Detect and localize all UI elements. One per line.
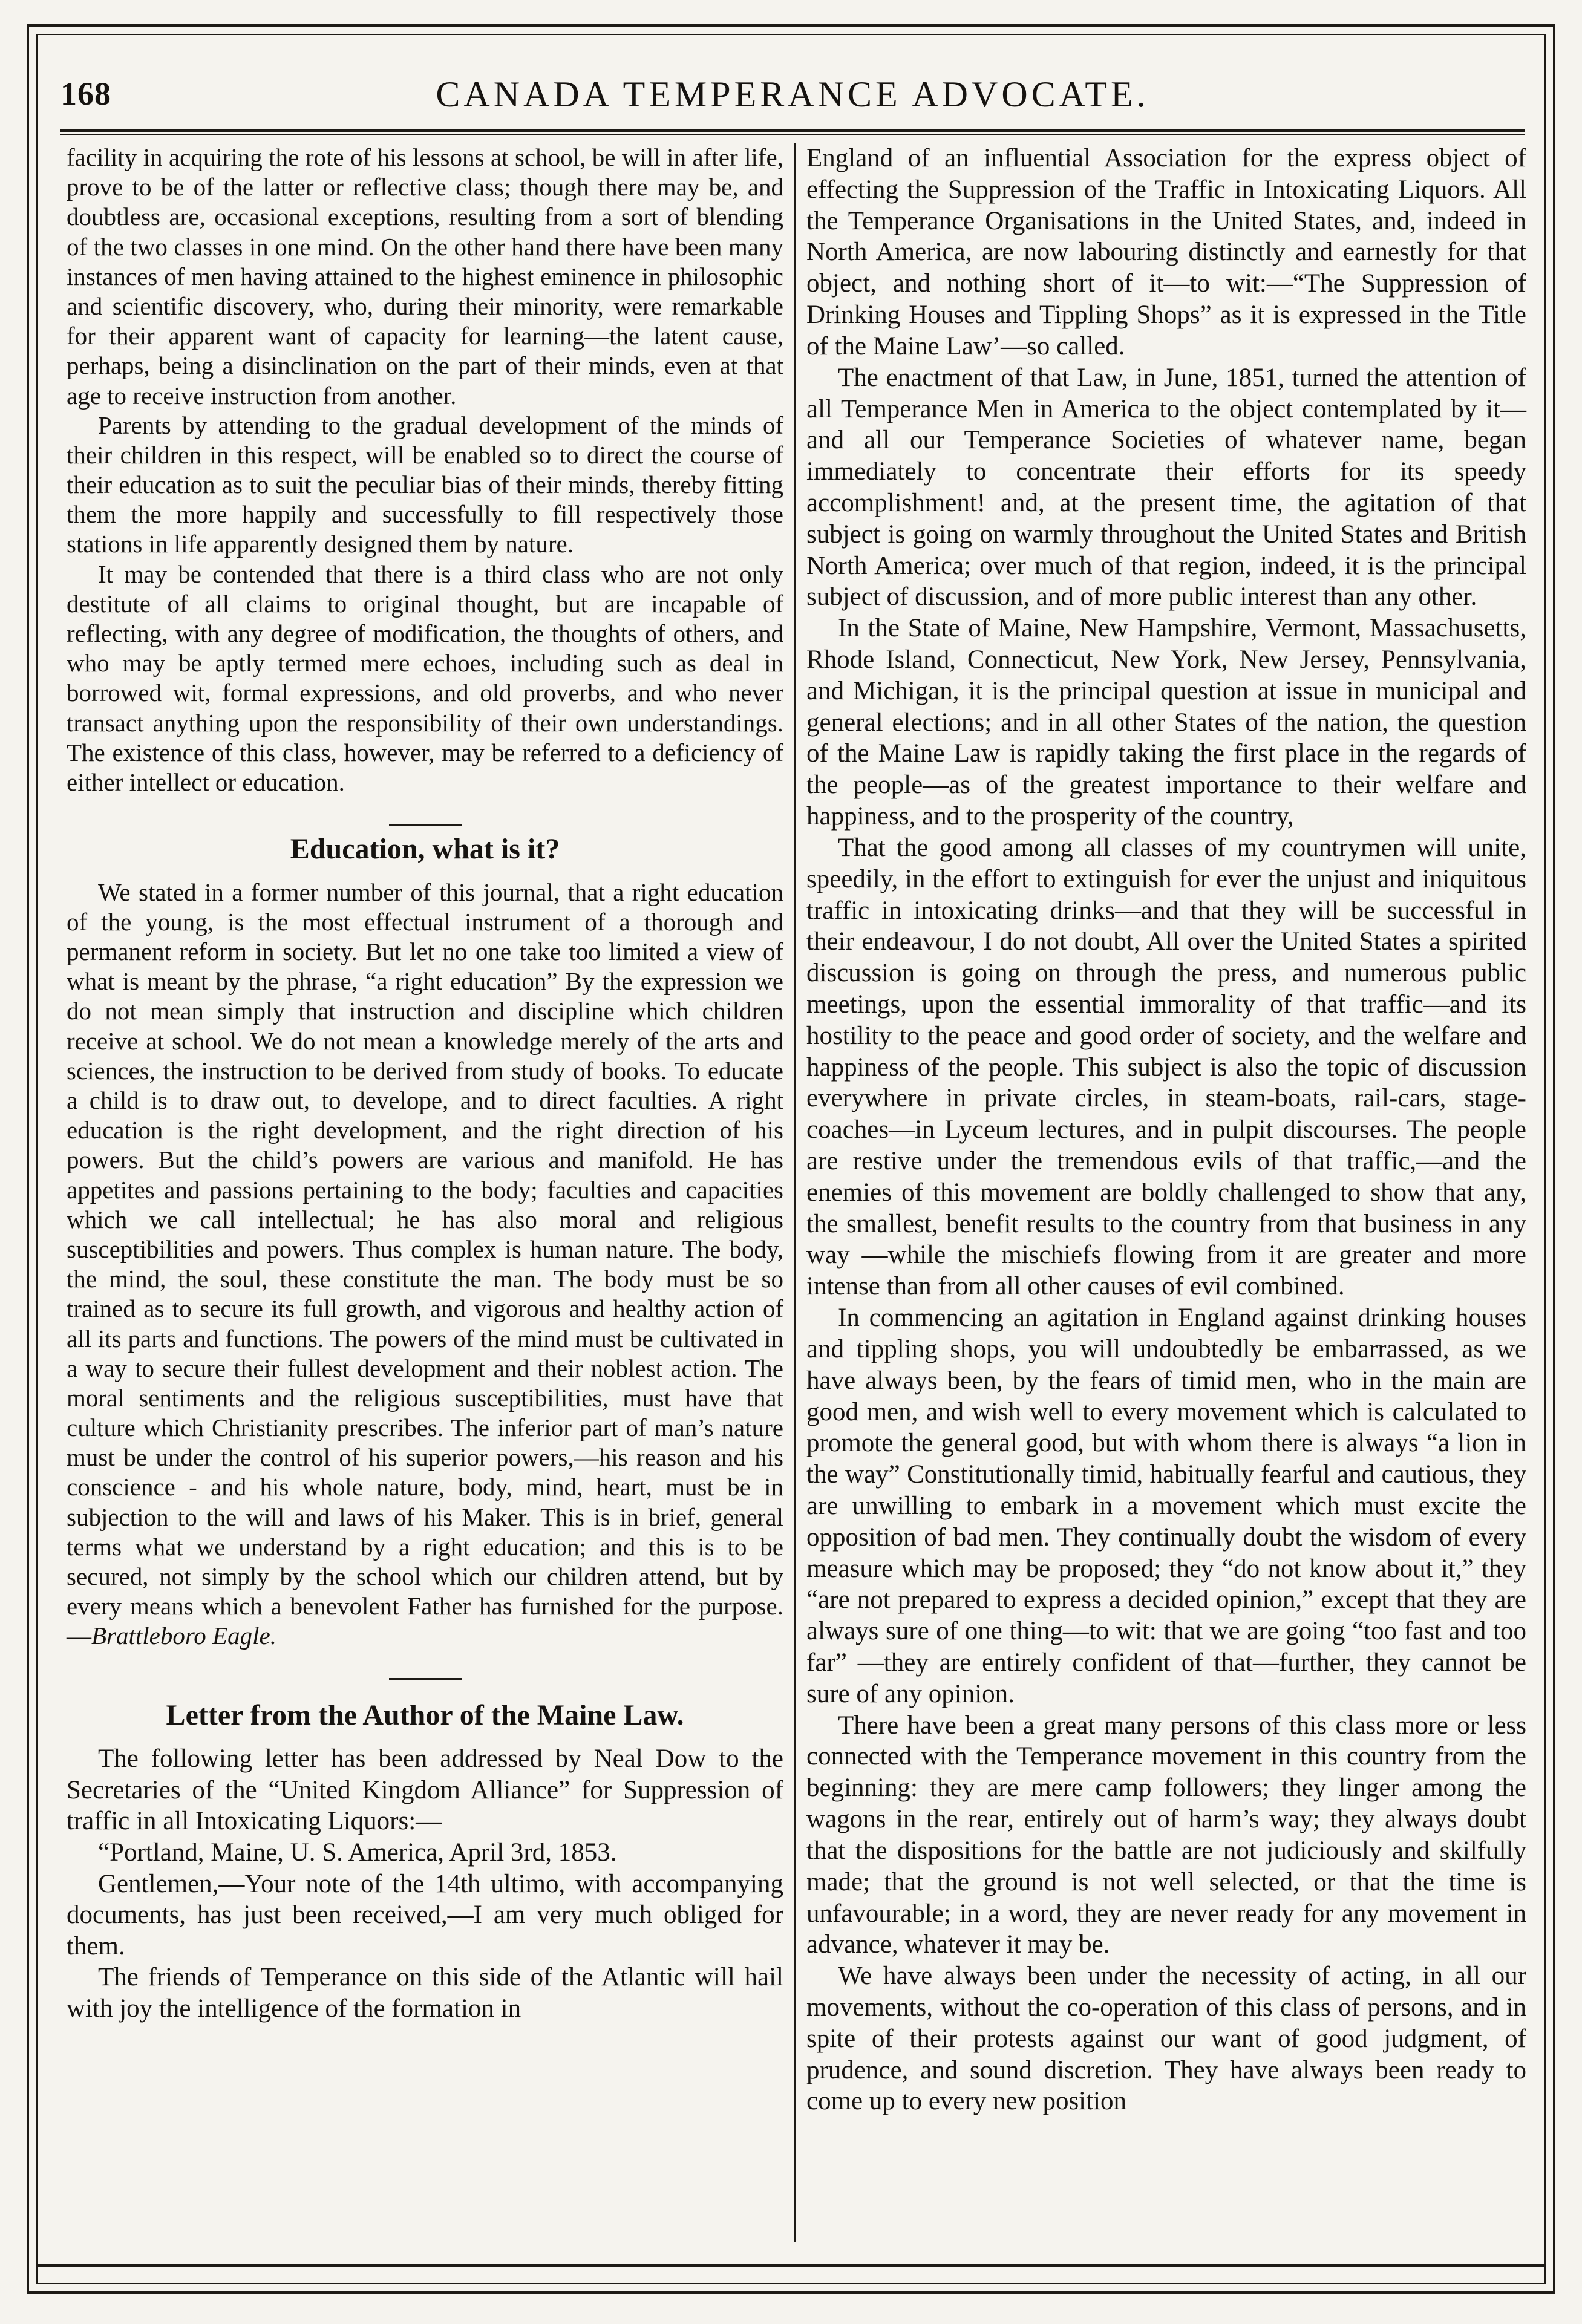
letter-dateline: “Portland, Maine, U. S. America, April 3rd, 1853. (98, 1838, 617, 1867)
letter-paragraph: We have always been under the necessity of acting, in all our movements, without the co-operation of this class of persons, and in spite of their protests against our want of good judgment, of prudence, and sound discretion. They have always been ready to come up to every new position (806, 1962, 1526, 2116)
page-number: 168 (60, 76, 111, 112)
section-divider (389, 1678, 462, 1680)
letter-paragraph: There have been a great many persons of this class more or less connected with the Temperance movement in this country from the beginning: they are mere camp followers; they linger among the wagons in the rear, entirely out of harm’s way; they always doubt that the dispositions for the battle are not judiciously and skilfully made; that the ground is not well selected, or that the time is unfavourable; in a word, they are never ready for any movement in advance, whatever it may be. (806, 1711, 1526, 1959)
letter-intro: The following letter has been addressed by Neal Dow to the Secretaries of the “United Kingdom Alliance” for Suppression of traffic in all Intoxicating Liquors:— (67, 1745, 783, 1836)
letter-paragraph: That the good among all classes of my countrymen will unite, speedily, in the effort to extinguish for ever the unjust and iniquitous traffic in intoxicating drinks—and that they will be successful in their endeavour, I do not doubt, All over the United States a spirited discussion is going on through the press, and numerous public meetings, upon the essential immorality of that traffic—and its hostility to the peace and good order of society, and the welfare and happiness of the people. This subject is also the topic of discussion everywhere in private circles, in steam-boats, rail-cars, stage-coaches—in Lyceum lectures, and in pulpit discourses. The people are restive under the tremendous evils of that traffic,—and the enemies of this movement are boldly challenged to show that any, the smallest, benefit results to the country from that business in any way —while the mischiefs flowing from it are greater and more intense than from all other causes of evil combined. (806, 833, 1526, 1301)
section-divider (389, 824, 462, 826)
header-rule (60, 129, 1525, 132)
letter-salutation: Gentlemen,—Your note of the 14th ultimo, with accompanying documents, has just been received,—I am very much obliged for them. (67, 1869, 783, 1960)
education-heading: Education, what is it? (290, 833, 560, 866)
article-paragraph: Parents by attending to the gradual development of the minds of their children in this respect, will be enabled so to direct the course of their education as to suit the peculiar bias of their minds, thereby fitting them the more happily and successfully to fill respectively those stations in life apparently designed them by nature. (67, 411, 783, 558)
page-header (60, 71, 1525, 126)
letter-paragraph: England of an influential Association for the express object of effecting the Suppression of the Traffic in Intoxicating Liquors. All the Temperance Organisations in the United States, and, indeed in North America, are now labouring distinctly and earnestly for that object, and nothing short of it—to wit:—“The Suppression of Drinking Houses and Tippling Shops” as it is expressed in the Title of the Maine Law’—so called. (806, 144, 1526, 361)
letter-paragraph: In commencing an agitation in England against drinking houses and tippling shops, you will undoubtedly be embarrassed, as we have always been, by the fears of timid men, who in the main are good men, and wish well to every movement which is calculated to promote the general good, but with whom there is always “a lion in the way” Constitutionally timid, habitually fearful and cautious, they are unwilling to embark in a movement which must excite the opposition of bad men. They continually doubt the wisdom of every measure which may be proposed; they “do not know about it,” they “are not prepared to express a decided opinion,” except that they are always sure of one thing—to wit: that we are going “too fast and too far” —they are entirely confident of that—further, they cannot be sure of any opinion. (806, 1304, 1526, 1708)
right-column (806, 143, 1526, 2254)
article-paragraph: It may be contended that there is a third class who are not only destitute of all claims to original thought, but are incapable of reflecting, with any degree of modification, the thoughts of others, and who may be aptly termed mere echoes, including such as deal in borrowed wit, formal expressions, and old proverbs, and who never transact anything upon the responsibility of their own understandings. The existence of this class, however, may be referred to a deficiency of either intellect or education. (67, 560, 783, 796)
left-column (67, 143, 783, 2254)
education-source: Brattleboro Eagle. (91, 1622, 276, 1650)
header-rule-thin (60, 134, 1525, 135)
letter-heading: Letter from the Author of the Maine Law. (166, 1699, 684, 1731)
education-text: We stated in a former number of this journal, that a right education of the young, is the most effectual instrument of a thorough and permanent reform in society. But let no one take too limited a view of what is meant by the phrase, “a right education” By the expression we do not mean simply that instruction and discipline which children receive at school. We do not mean a knowledge merely of the arts and sciences, the instruction to be derived from study of books. To educate a child is to draw out, to develope, and to direct faculties. A right education is the right development, and the right direction of his powers. But the child’s powers are various and manifold. He has appetites and passions pertaining to the body; faculties and capacities which we call intellectual; he has also moral and religious susceptibilities and powers. Thus complex is human nature. The body, the mind, the soul, these constitute the man. The body must be so trained as to secure its full growth, and vigorous and healthy action of all its parts and functions. The powers of the mind must be cultivated in a way to secure their fullest development and their noblest action. The moral sentiments and the religious susceptibilities, must have that culture which Christianity prescribes. The inferior part of man’s nature must be under the control of his superior powers,—his reason and his conscience - and his whole nature, body, mind, heart, must be in subjection to the will and laws of his Maker. This is in brief, general terms what we understand by a right education; and this is to be secured, not simply by the school which our children attend, but by every means which a benevolent Father has furnished for the purpose.— (67, 878, 783, 1650)
letter-paragraph: In the State of Maine, New Hampshire, Vermont, Massachusetts, Rhode Island, Connecticut, New York, New Jersey, Pennsylvania, and Michigan, it is the principal question at issue in municipal and general elections; and in all other States of the nation, the question of the Maine Law is rapidly taking the first place in the regards of the people—as of the greatest importance to their welfare and happiness, and to the prosperity of the country, (806, 614, 1526, 831)
footer-rule (36, 2264, 1546, 2267)
article-paragraph: facility in acquiring the rote of his lessons at school, be will in after life, prove to be of the latter or reflective class; though there may be, and doubtless are, occasional exceptions, resulting from a sort of blending of the two classes in one mind. On the other hand there have been many instances of men having attained to the highest eminence in philosophic and scientific discovery, who, during their minority, were remarkable for their apparent want of capacity for learning—the latent cause, perhaps, being a disinclination on the part of their minds, even at that age to receive instruction from another. (67, 143, 783, 410)
letter-opening: The friends of Temperance on this side of the Atlantic will hail with joy the intelligence of the formation in (67, 1963, 783, 2023)
letter-paragraph: The enactment of that Law, in June, 1851, turned the attention of all Temperance Men in America to the object contemplated by it—and all our Temperance Societies of whatever name, began immediately to concentrate their efforts for its speedy accomplishment! and, at the present time, the agitation of that subject is going on warmly throughout the United States and British North America; over much of that region, indeed, it is the principal subject of discussion, and of more public interest than any other. (806, 363, 1526, 612)
column-divider (794, 143, 796, 2242)
education-paragraph (67, 878, 783, 1651)
journal-title: CANADA TEMPERANCE ADVOCATE. (436, 74, 1149, 114)
